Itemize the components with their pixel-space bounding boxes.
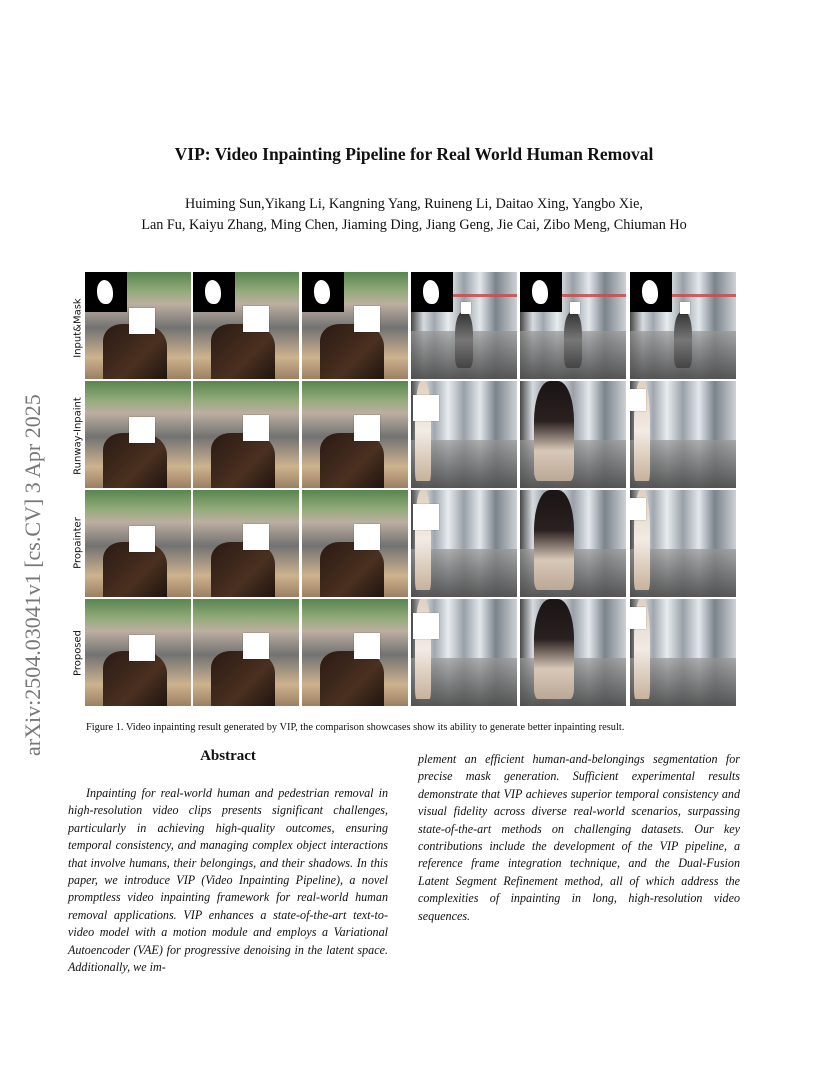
face-blur-box — [354, 415, 380, 441]
figure-image-r1-c6 — [630, 272, 736, 379]
person-silhouette — [564, 312, 582, 368]
person-silhouette — [534, 599, 574, 699]
figure-image-r4-c1 — [85, 599, 191, 706]
person-silhouette — [320, 542, 384, 597]
face-blur-box — [680, 302, 690, 314]
person-silhouette — [534, 381, 574, 481]
mask-inset — [85, 272, 127, 312]
figure-image-r4-c5 — [520, 599, 626, 706]
face-blur-box — [413, 395, 439, 421]
face-blur-box — [129, 417, 155, 443]
figure-image-r2-c3 — [302, 381, 408, 488]
face-blur-box — [630, 389, 646, 411]
face-blur-box — [243, 415, 269, 441]
row-label-propainter: Propainter — [72, 517, 84, 569]
face-blur-box — [129, 635, 155, 661]
figure-image-r3-c1 — [85, 490, 191, 597]
mask-shape — [532, 280, 548, 304]
figure-image-r1-c3 — [302, 272, 408, 379]
face-blur-box — [570, 302, 580, 314]
figure-image-r4-c2 — [193, 599, 299, 706]
person-silhouette — [674, 312, 692, 368]
mask-shape — [97, 280, 113, 304]
face-blur-box — [129, 308, 155, 334]
person-silhouette — [211, 324, 275, 379]
row-label-input-mask: Input&Mask — [72, 298, 84, 358]
face-blur-box — [413, 504, 439, 530]
mask-inset — [630, 272, 672, 312]
abstract-right-column: plement an efficient human-and-belongings segmentation for precise mask generation. Sufficient experimental results demonstrate that VIP achieves superior temporal consistency and visual fidelity across diverse real-world scenarios, surpassing state-of-the-art methods on challenging datasets. Our key contributions include the development of the VIP pipeline, a reference frame integration technique, and the Dual-Fusion Latent Segment Refinement method, all of which address the complexities of inpainting in long, high-resolution video sequences. — [418, 752, 740, 923]
person-silhouette — [320, 433, 384, 488]
face-blur-box — [243, 306, 269, 332]
figure-image-r2-c2 — [193, 381, 299, 488]
mask-inset — [302, 272, 344, 312]
face-blur-box — [243, 633, 269, 659]
paper-title: VIP: Video Inpainting Pipeline for Real World Human Removal — [174, 144, 654, 164]
figure-image-r3-c3 — [302, 490, 408, 597]
mask-inset — [193, 272, 235, 312]
face-blur-box — [461, 302, 471, 314]
abstract-left-column: Inpainting for real-world human and pedestrian removal in high-resolution video clips presents significant challenges, particularly in achieving high-quality outcomes, ensuring temporal consistency, and managing complex object interactions that involve humans, their belongings, and their shadows. In this paper, we introduce VIP (Video Inpainting Pipeline), a novel promptless video inpainting framework for real-world human removal applications. VIP enhances a state-of-the-art text-to-video model with a motion module and employs a Variational Autoencoder (VAE) for progressive denoising in the latent space. Additionally, we im- — [68, 786, 388, 975]
person-silhouette — [534, 490, 574, 590]
author-line-1: Huiming Sun,Yikang Li, Kangning Yang, Ruineng Li, Daitao Xing, Yangbo Xie, — [185, 196, 643, 212]
figure-image-r1-c2 — [193, 272, 299, 379]
figure-image-r1-c1 — [85, 272, 191, 379]
figure-image-r1-c5 — [520, 272, 626, 379]
figure-image-r2-c4 — [411, 381, 517, 488]
figure-image-r3-c6 — [630, 490, 736, 597]
mask-shape — [314, 280, 330, 304]
figure-image-r4-c4 — [411, 599, 517, 706]
face-blur-box — [354, 524, 380, 550]
person-silhouette — [211, 433, 275, 488]
mask-shape — [642, 280, 658, 304]
face-blur-box — [413, 613, 439, 639]
arxiv-identifier: arXiv:2504.03041v1 [cs.CV] 3 Apr 2025 — [20, 394, 45, 756]
figure-image-r4-c3 — [302, 599, 408, 706]
person-silhouette — [211, 542, 275, 597]
figure-caption: Figure 1. Video inpainting result generated by VIP, the comparison showcases show its ability to generate better inpainting result. — [86, 722, 625, 733]
figure-image-r3-c2 — [193, 490, 299, 597]
mask-inset — [411, 272, 453, 312]
figure-image-r4-c6 — [630, 599, 736, 706]
face-blur-box — [630, 498, 646, 520]
face-blur-box — [243, 524, 269, 550]
face-blur-box — [129, 526, 155, 552]
author-list — [0, 194, 828, 236]
figure-image-r2-c5 — [520, 381, 626, 488]
person-silhouette — [320, 651, 384, 706]
person-silhouette — [320, 324, 384, 379]
mask-shape — [423, 280, 439, 304]
face-blur-box — [354, 306, 380, 332]
face-blur-box — [630, 607, 646, 629]
person-silhouette — [455, 312, 473, 368]
figure-image-r2-c1 — [85, 381, 191, 488]
abstract-heading: Abstract — [200, 748, 256, 764]
figure-image-r3-c4 — [411, 490, 517, 597]
author-line-2: Lan Fu, Kaiyu Zhang, Ming Chen, Jiaming Ding, Jiang Geng, Jie Cai, Zibo Meng, Chiuman Ho — [141, 217, 687, 233]
row-label-proposed: Proposed — [72, 629, 84, 677]
person-silhouette — [211, 651, 275, 706]
figure-image-r2-c6 — [630, 381, 736, 488]
figure-image-r1-c4 — [411, 272, 517, 379]
face-blur-box — [354, 633, 380, 659]
mask-shape — [205, 280, 221, 304]
figure-image-r3-c5 — [520, 490, 626, 597]
mask-inset — [520, 272, 562, 312]
row-label-runway-inpaint: Runway-Inpaint — [72, 397, 84, 475]
